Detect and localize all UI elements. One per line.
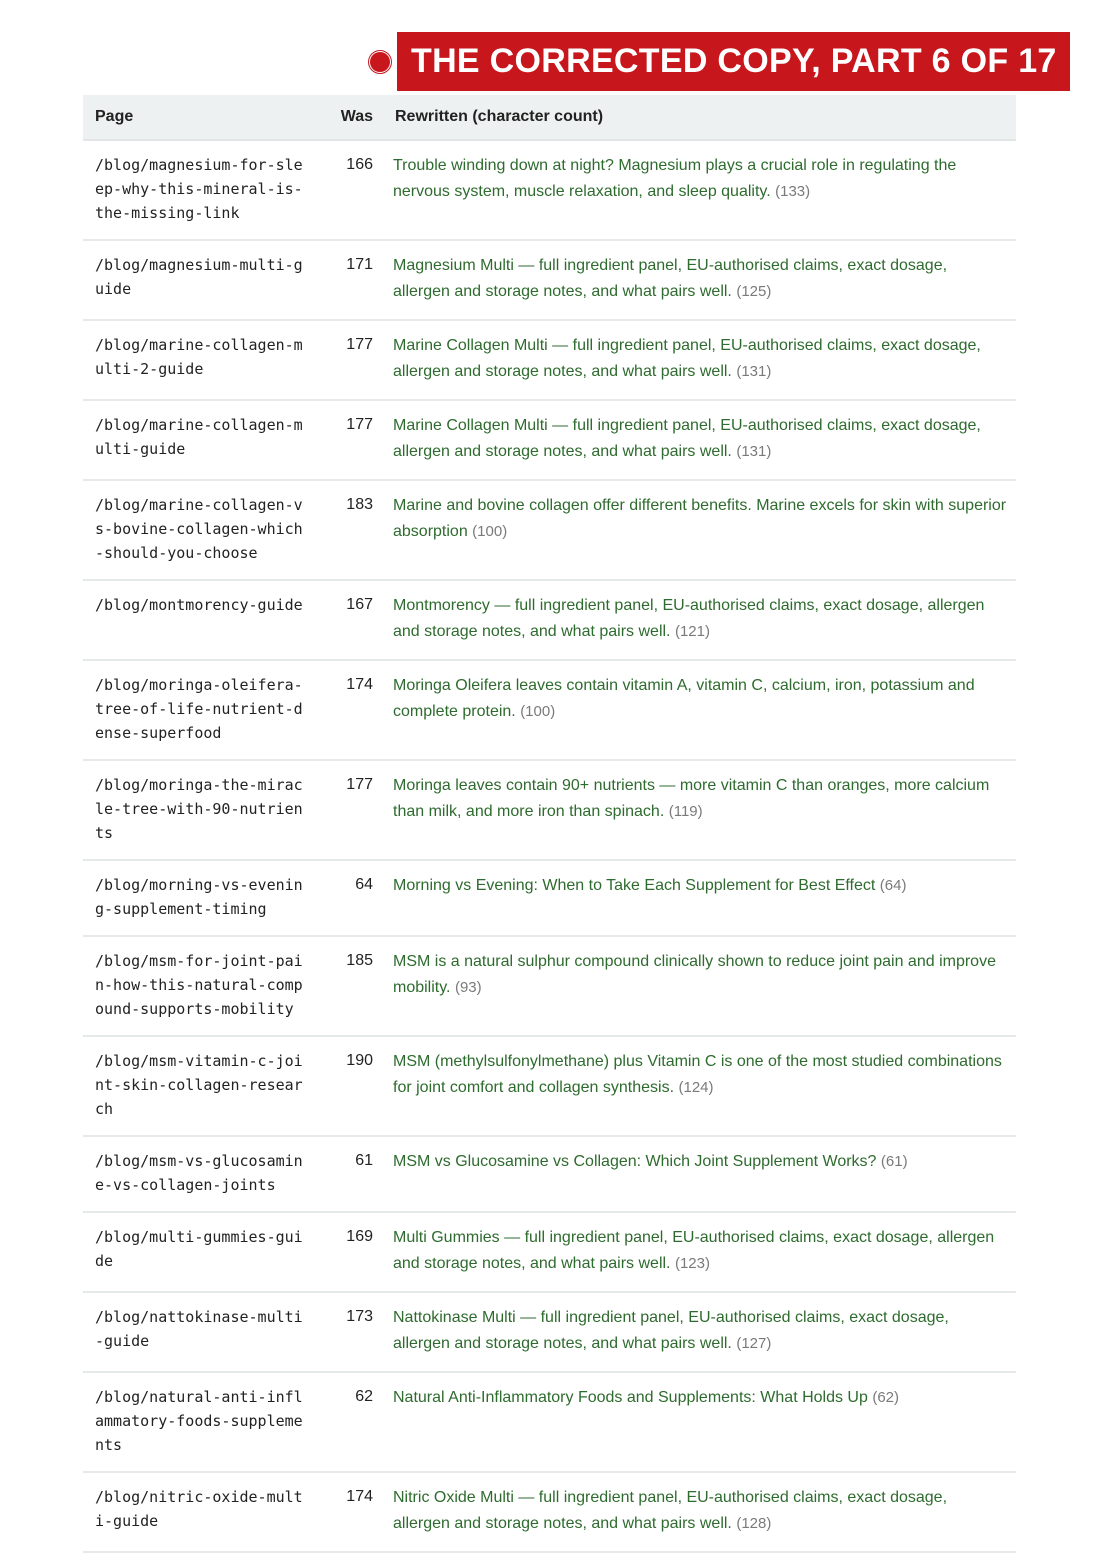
table-row — [83, 580, 1016, 660]
rewritten-text: Moringa leaves contain 90+ nutrients — more vitamin C than oranges, more calcium than milk, and more iron than spinach. — [393, 777, 990, 820]
page-path: /blog/msm-vs-glucosamine-vs-collagen-joints — [83, 1136, 323, 1212]
character-count: (61) — [880, 1153, 908, 1170]
was-count: 185 — [323, 936, 383, 1036]
rewritten-text: Trouble winding down at night? Magnesium plays a crucial role in regulating the nervous system, muscle relaxation, and sleep quality. — [393, 157, 957, 200]
rewritten-cell — [383, 580, 1016, 660]
character-count: (128) — [736, 1515, 772, 1532]
was-count: 183 — [323, 480, 383, 580]
page-path: /blog/montmorency-guide — [83, 580, 323, 660]
rewritten-cell — [383, 760, 1016, 860]
was-count: 61 — [323, 1136, 383, 1212]
record-dot-icon — [370, 52, 390, 72]
rewritten-text: Magnesium Multi — full ingredient panel, EU-authorised claims, exact dosage, allergen and storage notes, and what pairs well. — [393, 257, 948, 300]
rewritten-text: Marine Collagen Multi — full ingredient panel, EU-authorised claims, exact dosage, allergen and storage notes, and what pairs well. — [393, 417, 981, 460]
page-path: /blog/natural-anti-inflammatory-foods-supplements — [83, 1372, 323, 1472]
character-count: (125) — [736, 283, 772, 300]
was-count: 174 — [323, 660, 383, 760]
table-header-row — [83, 95, 1016, 140]
rewritten-text: MSM is a natural sulphur compound clinically shown to reduce joint pain and improve mobility. — [393, 953, 996, 996]
rewritten-cell — [383, 1372, 1016, 1472]
table-row — [83, 480, 1016, 580]
page-title: THE CORRECTED COPY, PART 6 OF 17 — [397, 32, 1070, 91]
rewritten-text: Marine Collagen Multi — full ingredient panel, EU-authorised claims, exact dosage, allergen and storage notes, and what pairs well. — [393, 337, 981, 380]
rewritten-cell — [383, 1472, 1016, 1552]
was-count: 171 — [323, 240, 383, 320]
page-path: /blog/moringa-oleifera-tree-of-life-nutrient-dense-superfood — [83, 660, 323, 760]
rewritten-text: Moringa Oleifera leaves contain vitamin A, vitamin C, calcium, iron, potassium and complete protein. — [393, 677, 975, 720]
rewritten-text: MSM vs Glucosamine vs Collagen: Which Joint Supplement Works? — [393, 1153, 877, 1170]
rewritten-text: Nattokinase Multi — full ingredient panel, EU-authorised claims, exact dosage, allergen and storage notes, and what pairs well. — [393, 1309, 949, 1352]
was-count: 64 — [323, 860, 383, 936]
rewritten-text: Multi Gummies — full ingredient panel, EU-authorised claims, exact dosage, allergen and storage notes, and what pairs well. — [393, 1229, 995, 1272]
rewritten-cell — [383, 1292, 1016, 1372]
character-count: (131) — [736, 443, 772, 460]
page-path: /blog/morning-vs-evening-supplement-timing — [83, 860, 323, 936]
table-row — [83, 760, 1016, 860]
page-path: /blog/msm-for-joint-pain-how-this-natural-compound-supports-mobility — [83, 936, 323, 1036]
corrections-table — [83, 95, 1016, 1553]
rewritten-cell — [383, 480, 1016, 580]
rewritten-cell — [383, 140, 1016, 240]
table-row — [83, 1136, 1016, 1212]
table-row — [83, 320, 1016, 400]
page-path: /blog/magnesium-for-sleep-why-this-mineral-is-the-missing-link — [83, 140, 323, 240]
rewritten-text: MSM (methylsulfonylmethane) plus Vitamin C is one of the most studied combinations for joint comfort and collagen synthesis. — [393, 1053, 1002, 1096]
character-count: (121) — [674, 623, 710, 640]
character-count: (100) — [472, 523, 508, 540]
was-count: 190 — [323, 1036, 383, 1136]
was-count: 177 — [323, 760, 383, 860]
rewritten-cell — [383, 1036, 1016, 1136]
rewritten-text: Natural Anti-Inflammatory Foods and Supplements: What Holds Up — [393, 1389, 868, 1406]
page-path: /blog/nitric-oxide-multi-guide — [83, 1472, 323, 1552]
rewritten-cell — [383, 660, 1016, 760]
character-count: (64) — [879, 877, 907, 894]
rewritten-cell — [383, 320, 1016, 400]
rewritten-text: Marine and bovine collagen offer different benefits. Marine excels for skin with superior absorption — [393, 497, 1007, 540]
rewritten-cell — [383, 1136, 1016, 1212]
rewritten-text: Montmorency — full ingredient panel, EU-authorised claims, exact dosage, allergen and storage notes, and what pairs well. — [393, 597, 985, 640]
rewritten-text: Nitric Oxide Multi — full ingredient panel, EU-authorised claims, exact dosage, allergen and storage notes, and what pairs well. — [393, 1489, 948, 1532]
page-path: /blog/msm-vitamin-c-joint-skin-collagen-research — [83, 1036, 323, 1136]
page-path: /blog/marine-collagen-vs-bovine-collagen-which-should-you-choose — [83, 480, 323, 580]
was-count: 62 — [323, 1372, 383, 1472]
character-count: (131) — [736, 363, 772, 380]
character-count: (93) — [454, 979, 482, 996]
character-count: (123) — [674, 1255, 710, 1272]
was-count: 166 — [323, 140, 383, 240]
table-row — [83, 140, 1016, 240]
table-row — [83, 400, 1016, 480]
was-count: 167 — [323, 580, 383, 660]
column-header-was: Was — [323, 95, 383, 140]
column-header-page: Page — [83, 95, 323, 140]
page-path: /blog/multi-gummies-guide — [83, 1212, 323, 1292]
table-row — [83, 1372, 1016, 1472]
column-header-rewritten: Rewritten (character count) — [383, 95, 1016, 140]
rewritten-cell — [383, 1212, 1016, 1292]
table-row — [83, 1212, 1016, 1292]
was-count: 177 — [323, 320, 383, 400]
page-path: /blog/nattokinase-multi-guide — [83, 1292, 323, 1372]
rewritten-cell — [383, 860, 1016, 936]
table-row — [83, 1472, 1016, 1552]
page-path: /blog/marine-collagen-multi-2-guide — [83, 320, 323, 400]
page-path: /blog/magnesium-multi-guide — [83, 240, 323, 320]
was-count: 173 — [323, 1292, 383, 1372]
page-path: /blog/moringa-the-miracle-tree-with-90-nutrients — [83, 760, 323, 860]
table-row — [83, 860, 1016, 936]
table-row — [83, 660, 1016, 760]
table-row — [83, 1036, 1016, 1136]
table-row — [83, 240, 1016, 320]
rewritten-text: Morning vs Evening: When to Take Each Supplement for Best Effect — [393, 877, 876, 894]
rewritten-cell — [383, 400, 1016, 480]
rewritten-cell — [383, 240, 1016, 320]
character-count: (133) — [775, 183, 811, 200]
was-count: 169 — [323, 1212, 383, 1292]
character-count: (127) — [736, 1335, 772, 1352]
title-banner — [370, 32, 1070, 91]
page-path: /blog/marine-collagen-multi-guide — [83, 400, 323, 480]
character-count: (124) — [678, 1079, 714, 1096]
character-count: (62) — [872, 1389, 900, 1406]
was-count: 174 — [323, 1472, 383, 1552]
table-row — [83, 1292, 1016, 1372]
rewritten-cell — [383, 936, 1016, 1036]
was-count: 177 — [323, 400, 383, 480]
character-count: (119) — [668, 803, 703, 820]
character-count: (100) — [520, 703, 556, 720]
table-row — [83, 936, 1016, 1036]
